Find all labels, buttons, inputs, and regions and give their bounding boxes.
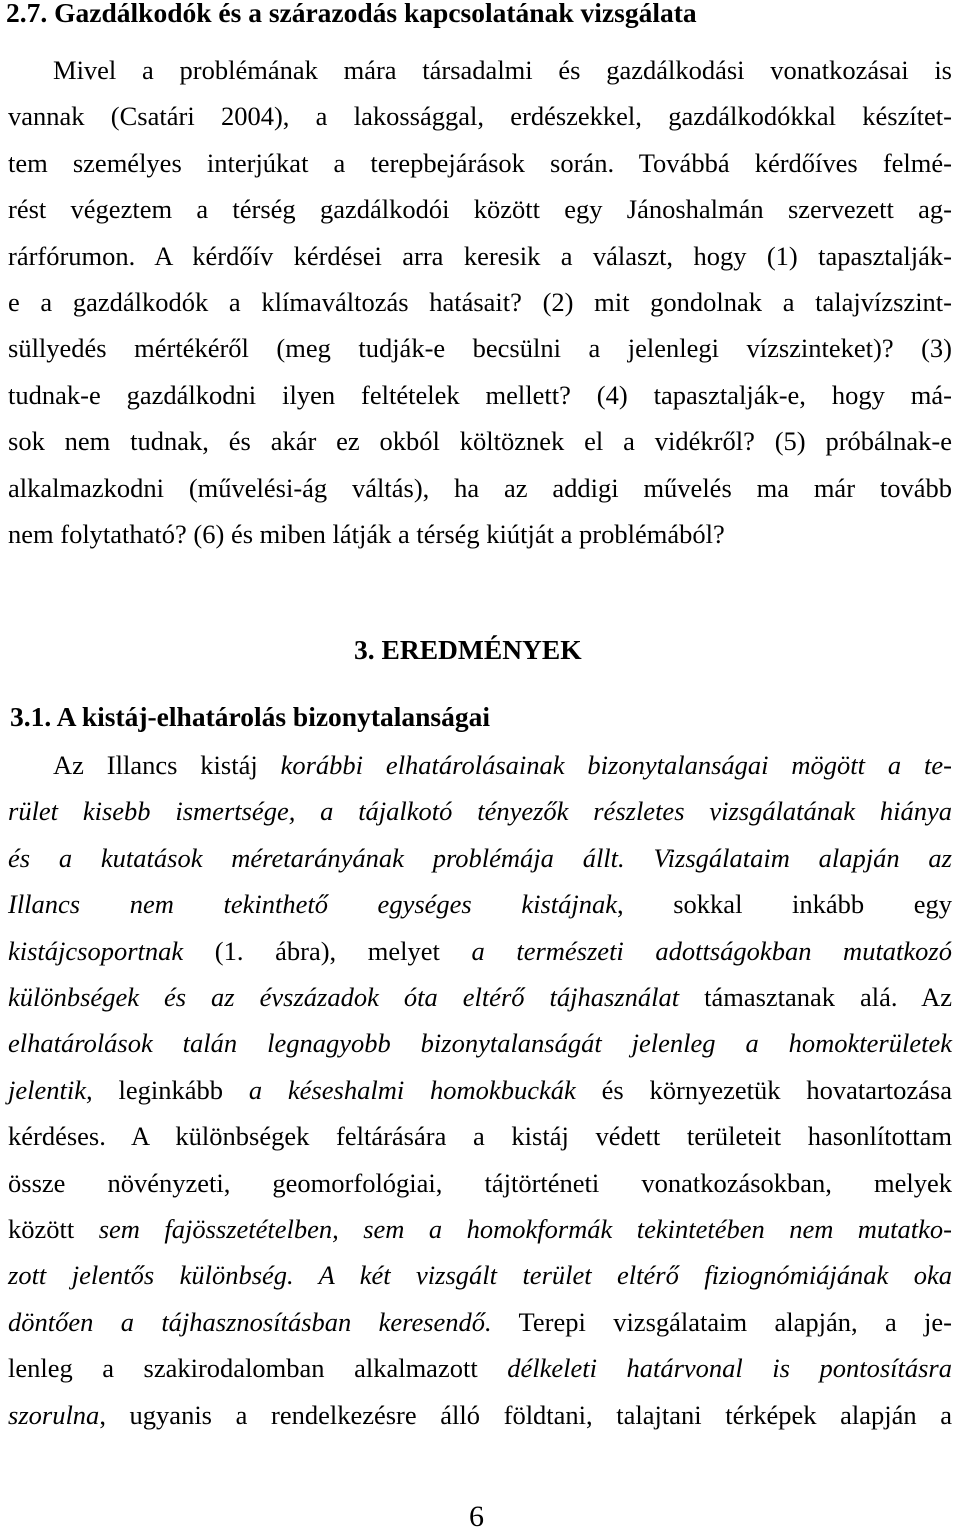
text-line: tem személyes interjúkat a terepbejárások során. Továbbá kérdőíves felmé- — [8, 147, 952, 178]
text-line: Illancs nem tekinthető egységes kistájnak, sokkal inkább egy — [8, 889, 953, 920]
text-line: és a kutatások méretarányának problémája állt. Vizsgálataim alapján az — [8, 842, 952, 873]
paragraph-interviews — [8, 47, 952, 557]
page-number: 6 — [469, 1500, 484, 1533]
text-line: döntően a tájhasznosításban keresendő. Terepi vizsgálataim alapján, a je- — [8, 1306, 953, 1337]
text-line: rést végeztem a térség gazdálkodói között egy Jánoshalmán szervezett ag- — [8, 194, 952, 225]
subsection-heading: 3.1. A kistáj-elhatárolás bizonytalanságai — [10, 701, 491, 732]
text-line: Mivel a problémának mára társadalmi és gazdálkodási vonatkozásai is — [53, 55, 952, 85]
text-line: rület kisebb ismertsége, a tájalkotó tényezők részletes vizsgálatának hiánya — [8, 796, 952, 827]
text-line: között sem fajösszetételben, sem a homokformák tekintetében nem mutatko- — [8, 1214, 952, 1245]
text-line: Az Illancs kistáj korábbi elhatárolásainak bizonytalanságai mögött a te- — [53, 750, 952, 780]
text-line: sok nem tudnak, és akár ez okból költöznek el a vidékről? (5) próbálnak-e — [8, 426, 952, 457]
text-line: kérdéses. A különbségek feltárására a kistáj védett területeit hasonlítottam — [8, 1121, 952, 1152]
text-line: különbségek és az évszázadok óta eltérő tájhasználat támasztanak alá. Az — [8, 982, 952, 1013]
text-line: lenleg a szakirodalomban alkalmazott délkeleti határvonal is pontosításra — [8, 1353, 952, 1384]
text-line: szorulna, ugyanis a rendelkezésre álló földtani, talajtani térképek alapján a — [8, 1399, 952, 1430]
text-line: alkalmazkodni (művelési-ág váltás), ha az addigi művelés ma már tovább — [8, 472, 952, 503]
section-heading: 2.7. Gazdálkodók és a szárazodás kapcsolatának vizsgálata — [6, 0, 697, 28]
paragraph-landscape — [8, 742, 952, 1438]
text-line: jelentik, leginkább a késeshalmi homokbuckák és környezetük hovatartozása — [8, 1074, 952, 1105]
text-line: kistájcsoportnak (1. ábra), melyet a természeti adottságokban mutatkozó — [8, 935, 952, 966]
chapter-heading: 3. EREDMÉNYEK — [354, 634, 582, 665]
text-line: elhatárolások talán legnagyobb bizonytalanságát jelenleg a homokterületek — [8, 1028, 952, 1059]
text-line: össze növényzeti, geomorfológiai, tájtörténeti vonatkozásokban, melyek — [8, 1167, 952, 1198]
text-line: süllyedés mértékéről (meg tudják-e becsülni a jelenlegi vízszinteket)? (3) — [8, 333, 952, 364]
text-line: zott jelentős különbség. A két vizsgált terület eltérő fiziognómiájának oka — [8, 1260, 952, 1291]
text-line: vannak (Csatári 2004), a lakossággal, erdészekkel, gazdálkodókkal készítet- — [8, 101, 952, 132]
text-line: nem folytatható? (6) és miben látják a térség kiútját a problémából? — [8, 519, 725, 550]
text-line: rárfórumon. A kérdőív kérdései arra keresik a választ, hogy (1) tapasztalják- — [8, 240, 952, 271]
text-line: e a gazdálkodók a klímaváltozás hatásait? (2) mit gondolnak a talajvízszint- — [8, 287, 952, 318]
text-line: tudnak-e gazdálkodni ilyen feltételek mellett? (4) tapasztalják-e, hogy má- — [8, 379, 952, 410]
